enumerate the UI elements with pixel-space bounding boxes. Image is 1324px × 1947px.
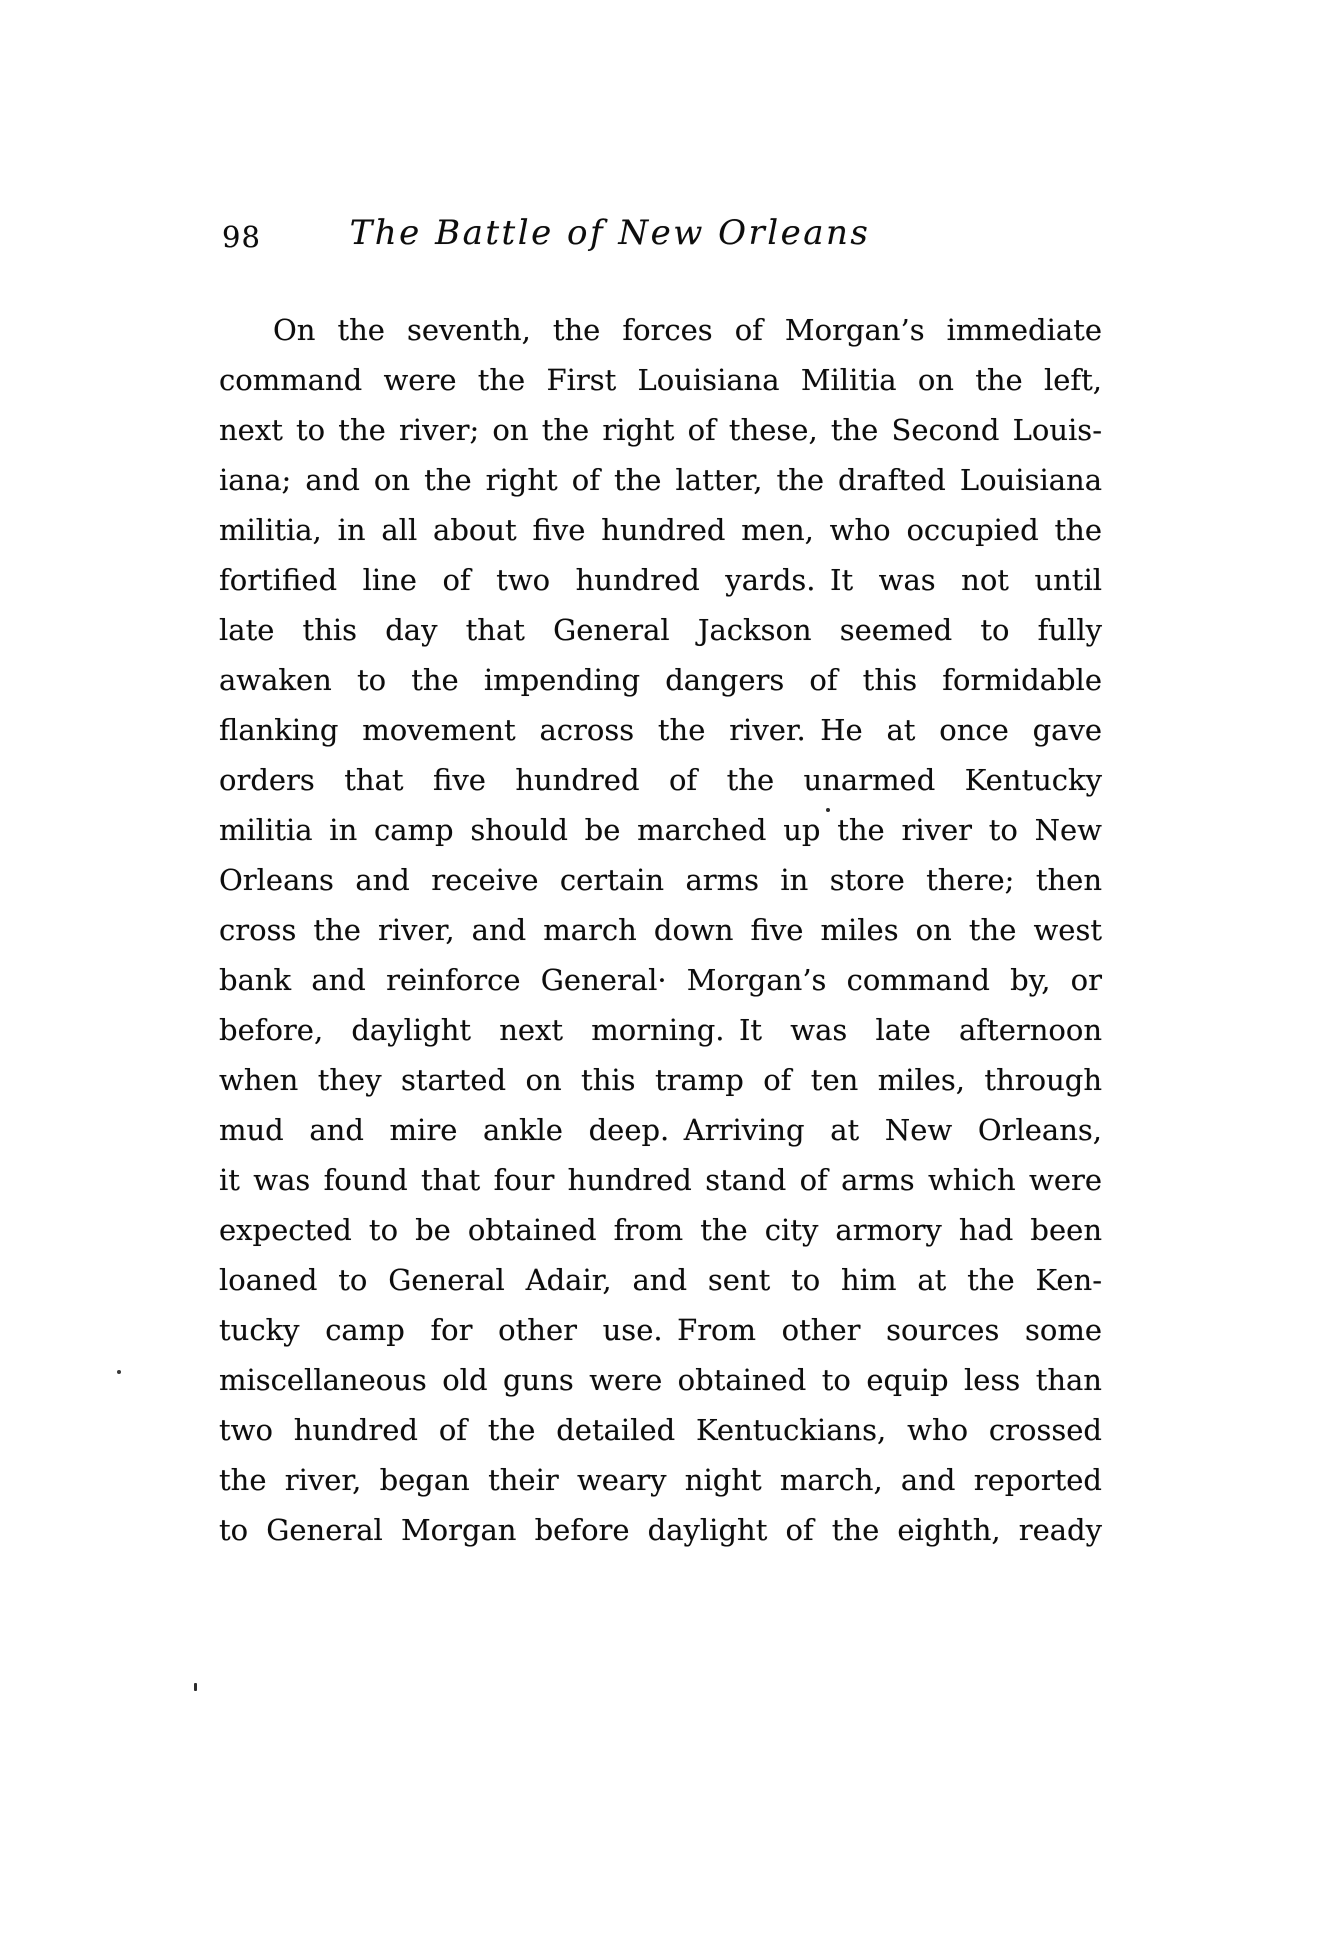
running-title: The Battle of New Orleans bbox=[349, 213, 871, 253]
ink-speck-left-margin bbox=[117, 1370, 121, 1374]
text-line: mud and mire ankle deep. Arriving at New Orleans, bbox=[219, 1113, 1102, 1147]
ink-speck-above-line bbox=[826, 808, 830, 812]
text-line: to General Morgan before daylight of the eighth, ready bbox=[219, 1513, 1102, 1547]
page-number: 98 bbox=[222, 220, 261, 254]
paragraph bbox=[219, 305, 1102, 1555]
text-line: orders that five hundred of the unarmed Kentucky bbox=[219, 763, 1102, 797]
text-line: next to the river; on the right of these, the Second Louis- bbox=[219, 413, 1102, 447]
text-line: before, daylight next morning. It was late afternoon bbox=[219, 1013, 1102, 1047]
text-line: miscellaneous old guns were obtained to equip less than bbox=[219, 1363, 1102, 1397]
text-line: bank and reinforce General· Morgan’s command by, or bbox=[219, 963, 1102, 997]
text-line: militia in camp should be marched up the river to New bbox=[219, 813, 1102, 847]
text-line: cross the river, and march down five miles on the west bbox=[219, 913, 1102, 947]
text-line: flanking movement across the river. He at once gave bbox=[219, 713, 1102, 747]
text-line: iana; and on the right of the latter, the drafted Louisiana bbox=[219, 463, 1102, 497]
text-line: command were the First Louisiana Militia on the left, bbox=[219, 363, 1102, 397]
text-line: expected to be obtained from the city armory had been bbox=[219, 1213, 1102, 1247]
ink-tick-bottom-margin bbox=[194, 1683, 197, 1691]
text-line: loaned to General Adair, and sent to him at the Ken- bbox=[219, 1263, 1102, 1297]
text-line: the river, began their weary night march, and reported bbox=[219, 1463, 1102, 1497]
text-line: Orleans and receive certain arms in store there; then bbox=[219, 863, 1102, 897]
text-line: tucky camp for other use. From other sources some bbox=[219, 1313, 1102, 1347]
text-line: it was found that four hundred stand of arms which were bbox=[219, 1163, 1102, 1197]
text-line: On the seventh, the forces of Morgan’s immediate bbox=[273, 313, 1102, 347]
text-line: when they started on this tramp of ten miles, through bbox=[219, 1063, 1102, 1097]
text-line: two hundred of the detailed Kentuckians, who crossed bbox=[219, 1413, 1102, 1447]
text-line: militia, in all about five hundred men, who occupied the bbox=[219, 513, 1102, 547]
text-line: late this day that General Jackson seemed to fully bbox=[219, 613, 1102, 647]
text-line: fortified line of two hundred yards. It was not until bbox=[219, 563, 1102, 597]
text-line: awaken to the impending dangers of this formidable bbox=[219, 663, 1102, 697]
